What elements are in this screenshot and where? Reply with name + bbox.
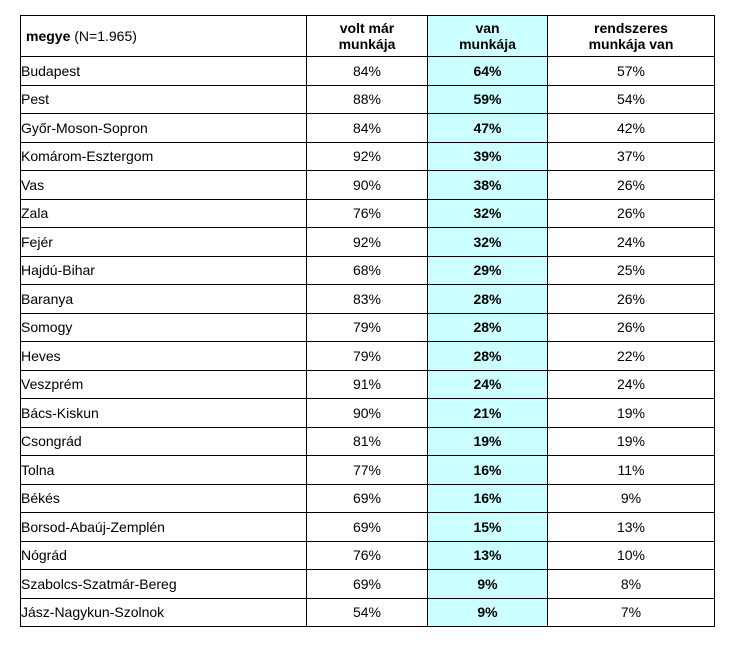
table-row: [21, 598, 715, 627]
header-regular-line1: rendszeres: [594, 20, 668, 36]
cell-regular-employment: 19%: [548, 399, 715, 428]
table-row: [21, 342, 715, 371]
cell-county: Fejér: [21, 228, 307, 257]
table-row: [21, 456, 715, 485]
cell-was-employed: 84%: [307, 57, 428, 86]
cell-has-employment: 24%: [428, 370, 548, 399]
cell-has-employment: 21%: [428, 399, 548, 428]
table-header: [21, 16, 715, 57]
table-row: [21, 484, 715, 513]
cell-was-employed: 90%: [307, 171, 428, 200]
table-row: [21, 199, 715, 228]
cell-regular-employment: 10%: [548, 541, 715, 570]
header-county: [21, 16, 307, 57]
cell-regular-employment: 42%: [548, 114, 715, 143]
cell-county: Bács-Kiskun: [21, 399, 307, 428]
cell-was-employed: 83%: [307, 285, 428, 314]
cell-regular-employment: 26%: [548, 313, 715, 342]
cell-regular-employment: 8%: [548, 570, 715, 599]
cell-has-employment: 38%: [428, 171, 548, 200]
header-has-line2: munkája: [459, 36, 516, 52]
cell-has-employment: 9%: [428, 570, 548, 599]
header-has-employment: [428, 16, 548, 57]
cell-was-employed: 92%: [307, 228, 428, 257]
cell-county: Budapest: [21, 57, 307, 86]
header-regular-line2: munkája van: [588, 36, 674, 52]
cell-regular-employment: 26%: [548, 199, 715, 228]
cell-regular-employment: 9%: [548, 484, 715, 513]
header-row: [21, 16, 715, 57]
cell-was-employed: 79%: [307, 313, 428, 342]
table-row: [21, 171, 715, 200]
cell-county: Veszprém: [21, 370, 307, 399]
cell-county: Heves: [21, 342, 307, 371]
cell-county: Szabolcs-Szatmár-Bereg: [21, 570, 307, 599]
table-row: [21, 228, 715, 257]
cell-has-employment: 32%: [428, 228, 548, 257]
header-has-line1: van: [475, 20, 500, 36]
cell-regular-employment: 24%: [548, 370, 715, 399]
header-regular-employment: [548, 16, 715, 57]
table-row: [21, 285, 715, 314]
table-row: [21, 570, 715, 599]
cell-county: Győr-Moson-Sopron: [21, 114, 307, 143]
cell-regular-employment: 26%: [548, 171, 715, 200]
cell-has-employment: 16%: [428, 484, 548, 513]
cell-was-employed: 84%: [307, 114, 428, 143]
cell-county: Baranya: [21, 285, 307, 314]
cell-has-employment: 28%: [428, 342, 548, 371]
table-row: [21, 370, 715, 399]
cell-was-employed: 88%: [307, 85, 428, 114]
cell-was-employed: 92%: [307, 142, 428, 171]
cell-regular-employment: 54%: [548, 85, 715, 114]
cell-has-employment: 39%: [428, 142, 548, 171]
cell-county: Borsod-Abaúj-Zemplén: [21, 513, 307, 542]
cell-regular-employment: 13%: [548, 513, 715, 542]
cell-regular-employment: 37%: [548, 142, 715, 171]
cell-was-employed: 69%: [307, 570, 428, 599]
cell-has-employment: 9%: [428, 598, 548, 627]
county-employment-table: [20, 15, 715, 627]
cell-regular-employment: 25%: [548, 256, 715, 285]
cell-county: Komárom-Esztergom: [21, 142, 307, 171]
cell-regular-employment: 19%: [548, 427, 715, 456]
cell-has-employment: 29%: [428, 256, 548, 285]
table-row: [21, 427, 715, 456]
cell-has-employment: 13%: [428, 541, 548, 570]
cell-was-employed: 90%: [307, 399, 428, 428]
cell-was-employed: 77%: [307, 456, 428, 485]
table-row: [21, 513, 715, 542]
header-was-line1: volt már: [339, 20, 395, 36]
cell-has-employment: 64%: [428, 57, 548, 86]
cell-county: Tolna: [21, 456, 307, 485]
cell-county: Zala: [21, 199, 307, 228]
cell-was-employed: 76%: [307, 199, 428, 228]
cell-county: Hajdú-Bihar: [21, 256, 307, 285]
table-row: [21, 313, 715, 342]
cell-was-employed: 69%: [307, 484, 428, 513]
header-was-employed: [307, 16, 428, 57]
table-row: [21, 256, 715, 285]
cell-has-employment: 16%: [428, 456, 548, 485]
cell-was-employed: 76%: [307, 541, 428, 570]
cell-county: Vas: [21, 171, 307, 200]
header-county-note: (N=1.965): [74, 28, 137, 44]
header-county-label: megye: [26, 28, 71, 44]
table-body: [21, 57, 715, 627]
cell-was-employed: 91%: [307, 370, 428, 399]
cell-county: Békés: [21, 484, 307, 513]
cell-regular-employment: 11%: [548, 456, 715, 485]
table-row: [21, 399, 715, 428]
cell-has-employment: 19%: [428, 427, 548, 456]
cell-regular-employment: 24%: [548, 228, 715, 257]
table-row: [21, 114, 715, 143]
cell-was-employed: 54%: [307, 598, 428, 627]
cell-county: Nógrád: [21, 541, 307, 570]
cell-was-employed: 69%: [307, 513, 428, 542]
cell-county: Csongrád: [21, 427, 307, 456]
table-row: [21, 85, 715, 114]
cell-regular-employment: 57%: [548, 57, 715, 86]
cell-regular-employment: 7%: [548, 598, 715, 627]
cell-regular-employment: 26%: [548, 285, 715, 314]
cell-county: Pest: [21, 85, 307, 114]
cell-was-employed: 81%: [307, 427, 428, 456]
cell-has-employment: 59%: [428, 85, 548, 114]
cell-was-employed: 79%: [307, 342, 428, 371]
cell-has-employment: 47%: [428, 114, 548, 143]
cell-was-employed: 68%: [307, 256, 428, 285]
table-row: [21, 142, 715, 171]
cell-county: Jász-Nagykun-Szolnok: [21, 598, 307, 627]
cell-county: Somogy: [21, 313, 307, 342]
header-was-line2: munkája: [338, 36, 396, 52]
cell-regular-employment: 22%: [548, 342, 715, 371]
cell-has-employment: 32%: [428, 199, 548, 228]
cell-has-employment: 28%: [428, 313, 548, 342]
table-row: [21, 57, 715, 86]
cell-has-employment: 15%: [428, 513, 548, 542]
table-row: [21, 541, 715, 570]
cell-has-employment: 28%: [428, 285, 548, 314]
